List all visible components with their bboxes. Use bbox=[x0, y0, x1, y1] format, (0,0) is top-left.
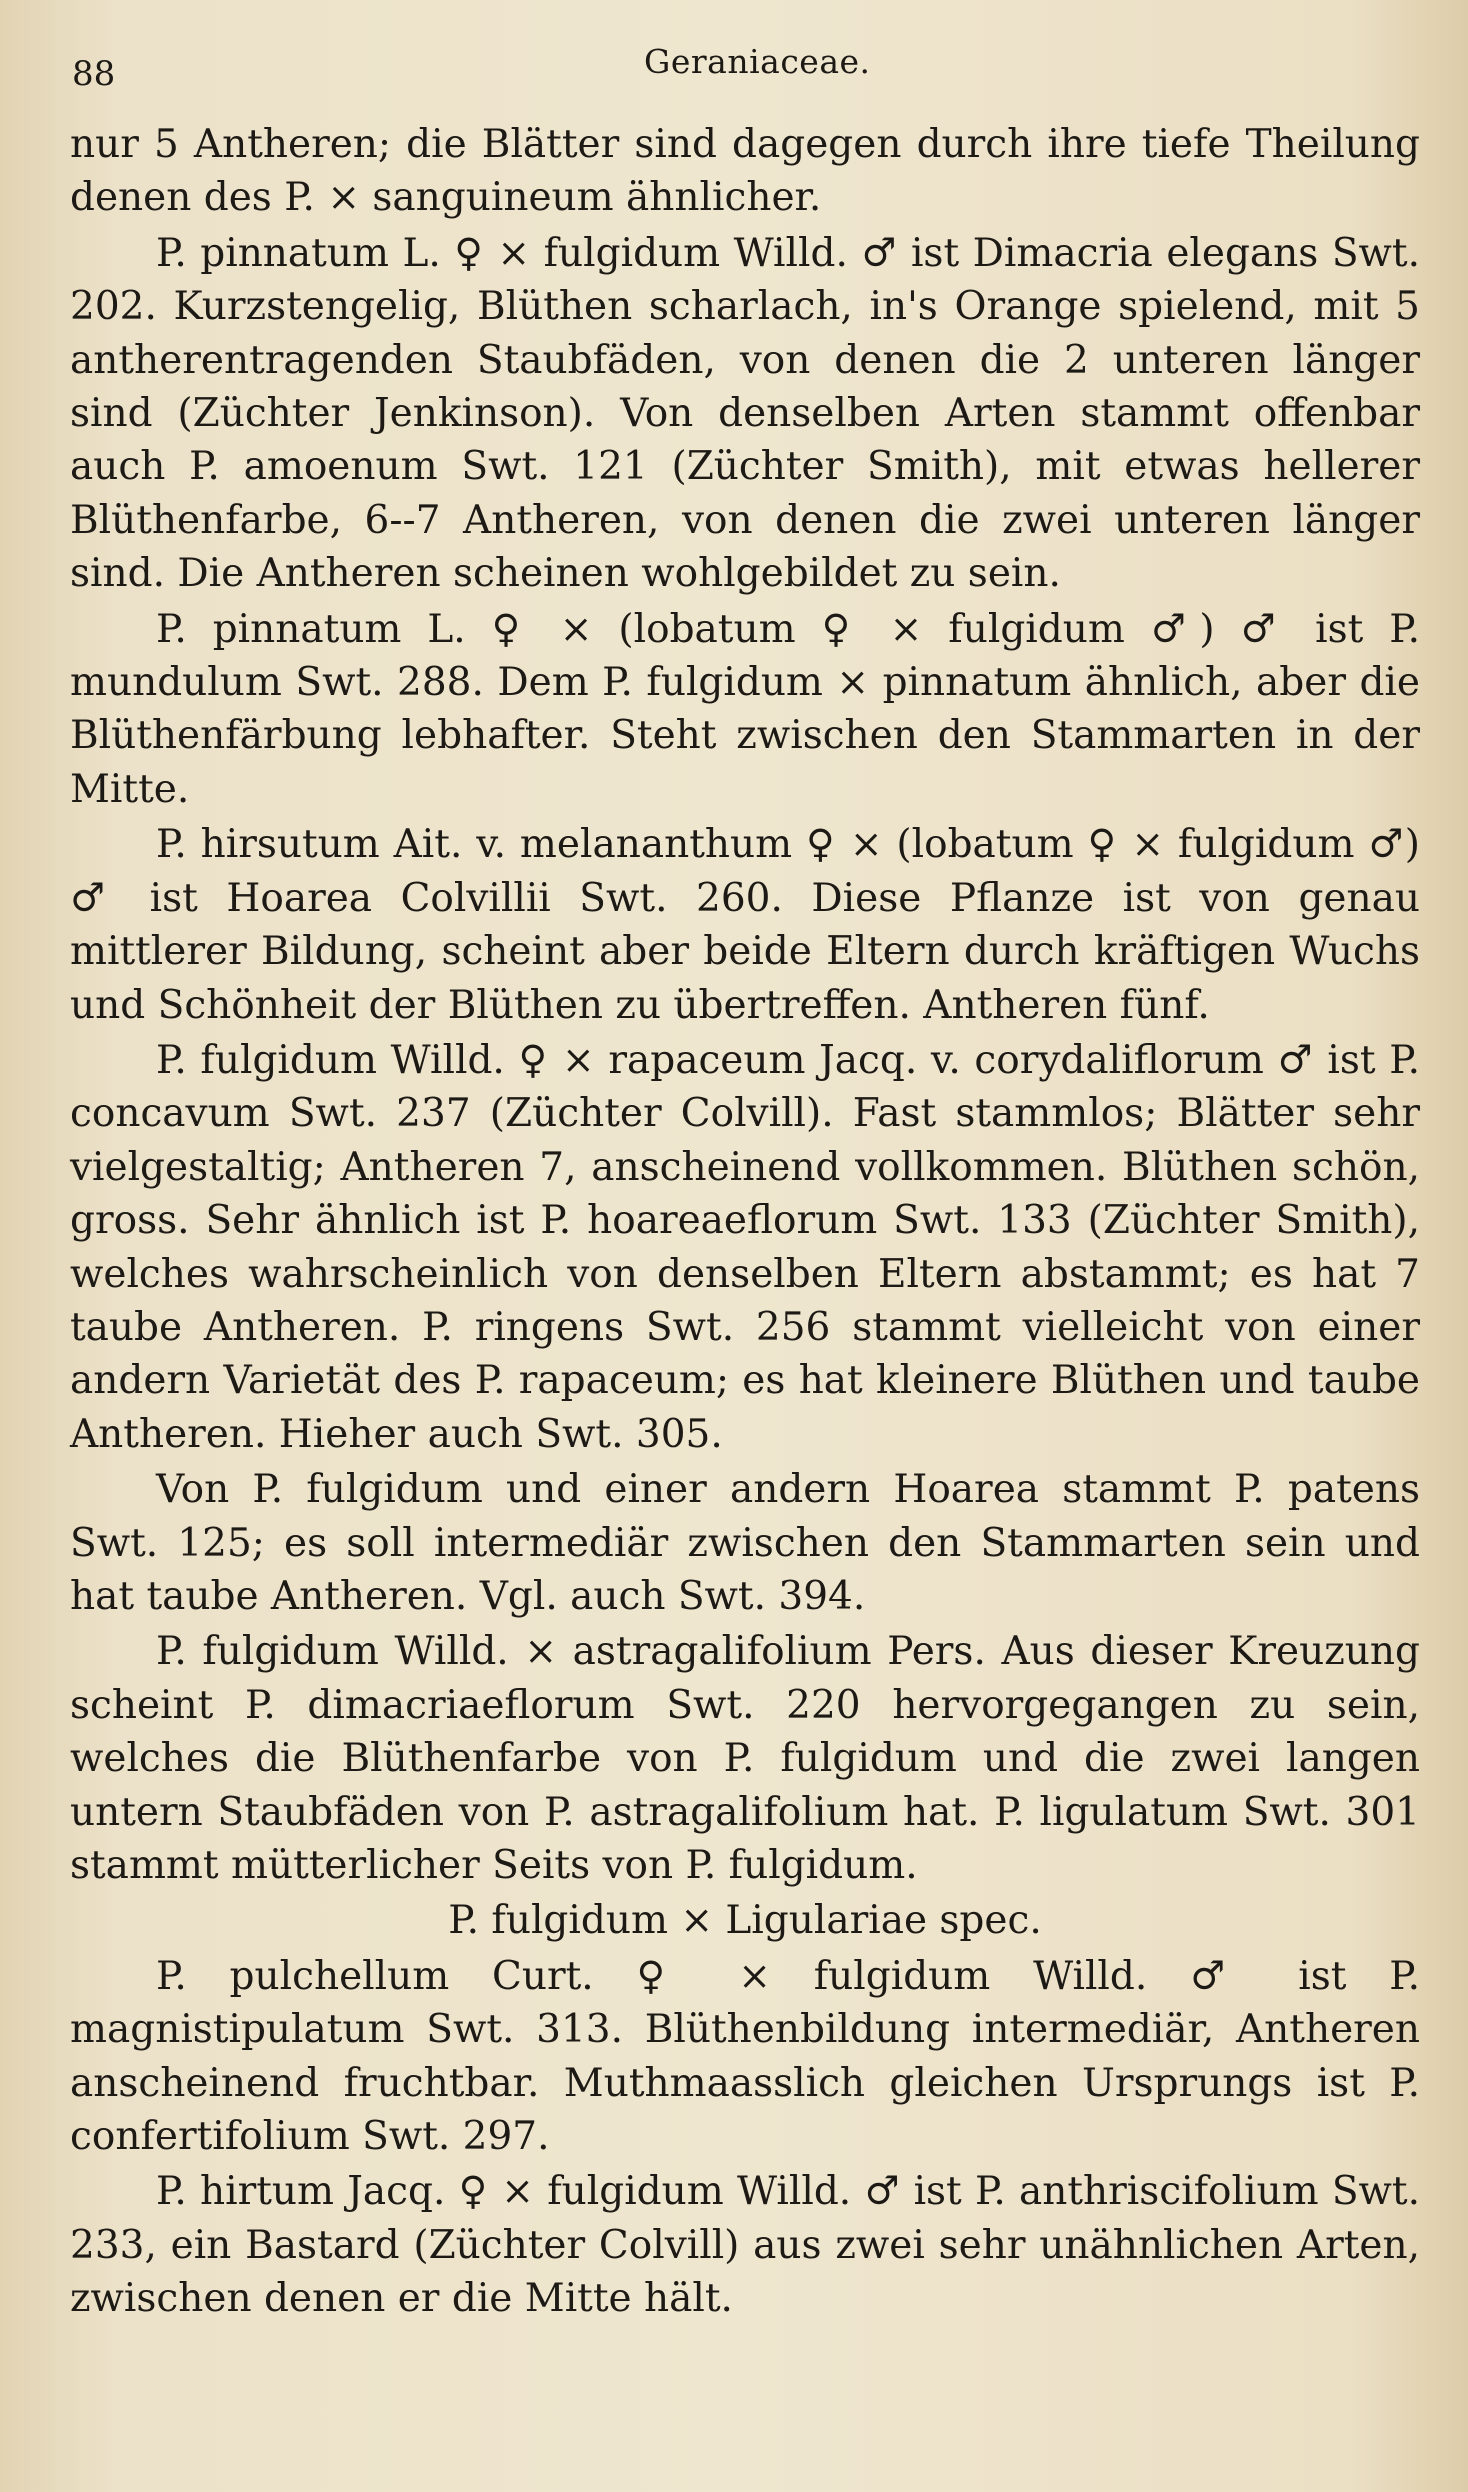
paragraph: P. pulchellum Curt. ♀ × fulgidum Willd. ♂ ist P. magnistipulatum Swt. 313. Blüthenbildung intermediär, Antheren anscheinend fruchtbar. Muthmaasslich gleichen Ursprungs ist P. confertifolium Swt. 297. bbox=[70, 1953, 1420, 2160]
page-body bbox=[70, 118, 1420, 2328]
paragraph: P. fulgidum Willd. ♀ × rapaceum Jacq. v. corydaliflorum ♂ ist P. concavum Swt. 237 (Züchter Colvill). Fast stammlos; Blätter sehr vielgestaltig; Antheren 7, anscheinend vollkommen. Blüthen schön, gross. Sehr ähnlich ist P. hoareaeflorum Swt. 133 (Züchter Smith), welches wahrscheinlich von denselben Eltern abstammt; es hat 7 taube Antheren. P. ringens Swt. 256 stammt vielleicht von einer andern Varietät des P. rapaceum; es hat kleinere Blüthen und taube Antheren. Hieher auch Swt. 305. bbox=[70, 1037, 1420, 1457]
paragraph: P. fulgidum Willd. × astragalifolium Pers. Aus dieser Kreuzung scheint P. dimacriaeflorum Swt. 220 hervorgegangen zu sein, welches die Blüthenfarbe von P. fulgidum und die zwei langen untern Staubfäden von P. astragalifolium hat. P. ligulatum Swt. 301 stammt mütterlicher Seits von P. fulgidum. bbox=[70, 1629, 1420, 1888]
page-number: 88 bbox=[72, 54, 116, 94]
paragraph: P. pinnatum L. ♀ × fulgidum Willd. ♂ ist Dimacria elegans Swt. 202. Kurzstengelig, Blüthen scharlach, in's Orange spielend, mit 5 antherentragenden Staubfäden, von denen die 2 unteren länger sind (Züchter Jenkinson). Von denselben Arten stammt offenbar auch P. amoenum Swt. 121 (Züchter Smith), mit etwas hellerer Blüthenfarbe, 6--7 Antheren, von denen die zwei unteren länger sind. Die Antheren scheinen wohlgebildet zu sein. bbox=[70, 230, 1420, 597]
paragraph: P. pinnatum L. ♀ × (lobatum ♀ × fulgidum ♂) ♂ ist P. mundulum Swt. 288. Dem P. fulgidum × pinnatum ähnlich, aber die Blüthenfärbung lebhafter. Steht zwischen den Stammarten in der Mitte. bbox=[70, 606, 1420, 812]
running-title: Geraniaceae. bbox=[644, 42, 871, 81]
paragraph: P. hirtum Jacq. ♀ × fulgidum Willd. ♂ ist P. anthriscifolium Swt. 233, ein Bastard (Züchter Colvill) aus zwei sehr unähnlichen Arten, zwischen denen er die Mitte hält. bbox=[70, 2169, 1420, 2322]
paragraph: Von P. fulgidum und einer andern Hoarea stammt P. patens Swt. 125; es soll intermediär zwischen den Stammarten sein und hat taube Antheren. Vgl. auch Swt. 394. bbox=[70, 1467, 1420, 1619]
paragraph: nur 5 Antheren; die Blätter sind dagegen durch ihre tiefe Theilung denen des P. ⨯ sanguineum ähnlicher. bbox=[70, 122, 1420, 221]
section-heading: P. fulgidum × Ligulariae spec. bbox=[448, 1898, 1042, 1944]
paragraph: P. hirsutum Ait. v. melananthum ♀ × (lobatum ♀ × fulgidum ♂) ♂ ist Hoarea Colvillii Swt. 260. Diese Pflanze ist von genau mittlerer Bildung, scheint aber beide Eltern durch kräftigen Wuchs und Schönheit der Blüthen zu übertreffen. Antheren fünf. bbox=[70, 822, 1420, 1028]
page-header bbox=[72, 38, 1408, 98]
